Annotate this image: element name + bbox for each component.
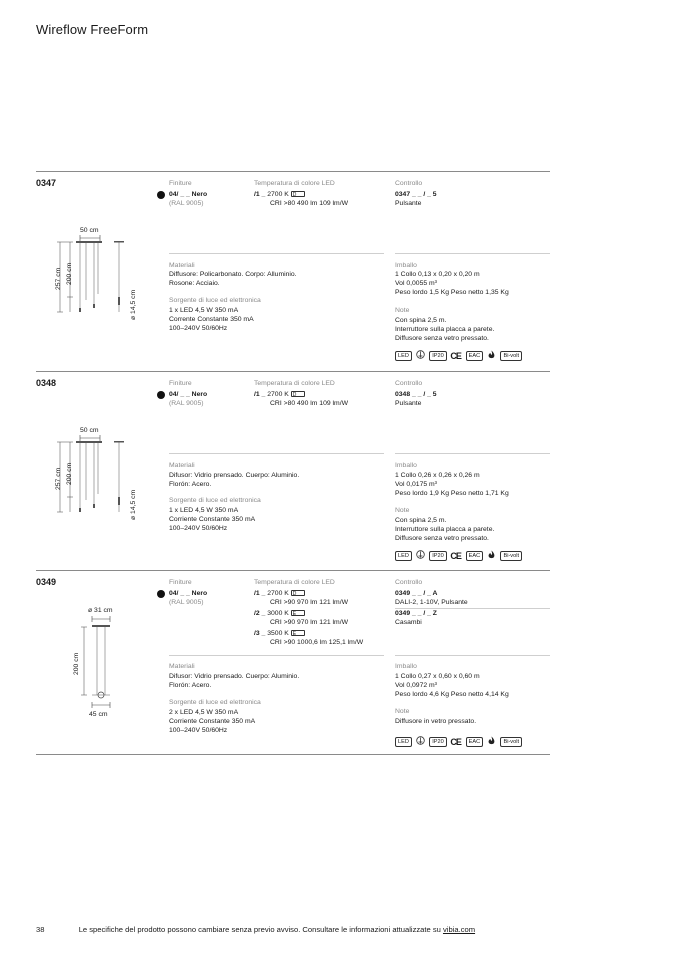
notes-label: Note [395, 708, 410, 715]
control-code: 0349 _ _ / _ Z [395, 610, 437, 617]
product-code: 0348 [36, 378, 57, 388]
control-label: Controllo [395, 579, 423, 586]
finish-ral: (RAL 9005) [169, 599, 204, 606]
subdivider [395, 655, 550, 656]
packaging-label: Imballo [395, 262, 417, 269]
packaging-line: Vol 0,0972 m³ [395, 682, 437, 689]
dim-width: 45 cm [89, 711, 108, 718]
subdivider [169, 655, 384, 656]
control-label: Controllo [395, 180, 423, 187]
source-line: 1 x LED 4,5 W 350 mA [169, 507, 239, 514]
vibia-link[interactable]: vibia.com [442, 925, 476, 934]
dim-width: 50 cm [80, 227, 99, 234]
packaging-line: Peso lordo 1,9 Kg Peso netto 1,71 Kg [395, 490, 509, 497]
section-divider [36, 171, 550, 172]
source-line: 100–240V 50/60Hz [169, 325, 228, 332]
dim-diameter: ø 14,5 cm [130, 489, 137, 520]
temp-specs: CRI >80 490 lm 109 lm/W [270, 400, 349, 407]
notes-line: Con spina 2,5 m. [395, 517, 447, 524]
finish-label: Finiture [169, 380, 192, 387]
source-label: Sorgente di luce ed elettronica [169, 297, 261, 304]
packaging-line: Peso lordo 1,5 Kg Peso netto 1,35 Kg [395, 289, 509, 296]
temp-specs: CRI >90 1000,6 lm 125,1 lm/W [270, 639, 364, 646]
source-label: Sorgente di luce ed elettronica [169, 699, 261, 706]
bivolt-badge: Bi-volt [500, 351, 522, 361]
materials-line: Florón: Acero. [169, 481, 212, 488]
eac-badge: EAC [466, 551, 484, 561]
materials-label: Materiali [169, 663, 195, 670]
control-desc: Pulsante [395, 200, 422, 207]
page-number: 38 [36, 925, 45, 934]
finish-ral: (RAL 9005) [169, 400, 204, 407]
notes-line: Interruttore sulla placca a parete. [395, 526, 495, 533]
subdivider [395, 453, 550, 454]
certification-icons [395, 350, 524, 361]
notes-label: Note [395, 307, 410, 314]
finish-swatch-black [157, 391, 165, 399]
notes-line: Interruttore sulla placca a parete. [395, 326, 495, 333]
flame-icon [487, 550, 496, 561]
notes-label: Note [395, 507, 410, 514]
dim-total: 257 cm [55, 267, 62, 290]
temp-kelvin: 3500 K [267, 630, 289, 637]
finish-label: Finiture [169, 180, 192, 187]
ip-badge: IP20 [429, 737, 447, 747]
flame-icon [487, 350, 496, 361]
led-badge: LED [395, 551, 412, 561]
bivolt-badge: Bi-volt [500, 551, 522, 561]
product-code: 0347 [36, 178, 57, 188]
section-divider [36, 570, 550, 571]
source-line: Corriente Constante 350 mA [169, 718, 256, 725]
control-label: Controllo [395, 380, 423, 387]
packaging-line: Vol 0,0055 m³ [395, 280, 437, 287]
control-desc: Pulsante [395, 400, 422, 407]
packaging-label: Imballo [395, 462, 417, 469]
energy-class-icon: D [291, 590, 305, 596]
temp-code: /1 _ [254, 391, 266, 398]
finish-swatch-black [157, 590, 165, 598]
led-badge: LED [395, 351, 412, 361]
notes-line: Diffusore in vetro pressato. [395, 718, 477, 725]
energy-class-icon: D [291, 191, 305, 197]
finish-code: 04/ _ _ Nero [169, 590, 208, 597]
source-line: 100–240V 50/60Hz [169, 727, 228, 734]
ce-mark: CE [450, 350, 461, 361]
flame-icon [487, 736, 496, 747]
temp-specs: CRI >90 970 lm 121 lm/W [270, 599, 349, 606]
energy-class-icon: E [291, 630, 305, 636]
materials-line: Diffusore: Policarbonato. Corpo: Alluminio. [169, 271, 297, 278]
temp-kelvin: 3000 K [267, 610, 289, 617]
temperature-label: Temperatura di colore LED [254, 579, 335, 586]
source-line: 2 x LED 4,5 W 350 mA [169, 709, 239, 716]
dim-diameter: ø 14,5 cm [130, 289, 137, 320]
dim-cable: 200 cm [66, 262, 73, 285]
notes-line: Con spina 2,5 m. [395, 317, 447, 324]
ce-mark: CE [450, 550, 461, 561]
materials-label: Materiali [169, 262, 195, 269]
dim-total: 257 cm [55, 467, 62, 490]
control-code: 0349 _ _ / _ A [395, 590, 438, 597]
control-code: 0348 _ _ / _ 5 [395, 391, 437, 398]
bivolt-badge: Bi-volt [500, 737, 522, 747]
ce-mark: CE [450, 736, 461, 747]
source-line: Corriente Constante 350 mA [169, 516, 256, 523]
dim-height: 200 cm [73, 652, 80, 675]
temp-specs: CRI >90 970 lm 121 lm/W [270, 619, 349, 626]
led-badge: LED [395, 737, 412, 747]
product-drawing [80, 615, 130, 715]
source-line: 100–240V 50/60Hz [169, 525, 228, 532]
packaging-line: 1 Collo 0,27 x 0,60 x 0,60 m [395, 673, 480, 680]
finish-code: 04/ _ _ Nero [169, 391, 208, 398]
materials-line: Difusor: Vidrio prensado. Cuerpo: Aluminio. [169, 472, 300, 479]
dim-cable: 200 cm [66, 462, 73, 485]
eac-badge: EAC [466, 351, 484, 361]
finish-swatch-black [157, 191, 165, 199]
control-desc: DALI-2, 1-10V, Pulsante [395, 599, 468, 606]
subdivider [395, 608, 550, 609]
packaging-line: 1 Collo 0,13 x 0,20 x 0,20 m [395, 271, 480, 278]
packaging-line: Vol 0,0175 m³ [395, 481, 437, 488]
section-divider [36, 754, 550, 755]
product-drawing [52, 430, 132, 530]
notes-line: Diffusore senza vetro pressato. [395, 535, 489, 542]
page-title: Wireflow FreeForm [36, 22, 149, 37]
temp-code: /2 _ [254, 610, 266, 617]
temp-specs: CRI >80 490 lm 109 lm/W [270, 200, 349, 207]
energy-class-icon: D [291, 391, 305, 397]
subdivider [395, 253, 550, 254]
ip-badge: IP20 [429, 351, 447, 361]
subdivider [169, 253, 384, 254]
temp-kelvin: 2700 K [267, 391, 289, 398]
control-code: 0347 _ _ / _ 5 [395, 191, 437, 198]
temp-code: /3 _ [254, 630, 266, 637]
packaging-line: 1 Collo 0,26 x 0,26 x 0,26 m [395, 472, 480, 479]
source-line: Corrente Constante 350 mA [169, 316, 254, 323]
finish-ral: (RAL 9005) [169, 200, 204, 207]
temperature-label: Temperatura di colore LED [254, 380, 335, 387]
notes-line: Diffusore senza vetro pressato. [395, 335, 489, 342]
dim-width: 50 cm [80, 427, 99, 434]
temp-kelvin: 2700 K [267, 590, 289, 597]
ip-badge: IP20 [429, 551, 447, 561]
temperature-label: Temperatura di colore LED [254, 180, 335, 187]
control-desc: Casambi [395, 619, 422, 626]
footer [36, 925, 475, 934]
packaging-line: Peso lordo 4,6 Kg Peso netto 4,14 Kg [395, 691, 509, 698]
footer-text: Le specifiche del prodotto possono cambiare senza previo avviso. Consultare le informazioni attualizzate su [78, 925, 443, 934]
subdivider [169, 453, 384, 454]
class-ii-icon [416, 736, 425, 747]
certification-icons [395, 550, 524, 561]
class-ii-icon [416, 350, 425, 361]
temp-code: /1 _ [254, 191, 266, 198]
energy-class-icon: E [291, 610, 305, 616]
materials-label: Materiali [169, 462, 195, 469]
materials-line: Florón: Acero. [169, 682, 212, 689]
finish-code: 04/ _ _ Nero [169, 191, 208, 198]
certification-icons [395, 736, 524, 747]
temp-kelvin: 2700 K [267, 191, 289, 198]
materials-line: Difusor: Vidrio prensado. Cuerpo: Aluminio. [169, 673, 300, 680]
packaging-label: Imballo [395, 663, 417, 670]
dim-diameter: ø 31 cm [88, 607, 113, 614]
source-line: 1 x LED 4,5 W 350 mA [169, 307, 239, 314]
product-code: 0349 [36, 577, 57, 587]
product-drawing [52, 230, 132, 330]
eac-badge: EAC [466, 737, 484, 747]
class-ii-icon [416, 550, 425, 561]
temp-code: /1 _ [254, 590, 266, 597]
finish-label: Finiture [169, 579, 192, 586]
source-label: Sorgente di luce ed elettronica [169, 497, 261, 504]
section-divider [36, 371, 550, 372]
materials-line: Rosone: Acciaio. [169, 280, 220, 287]
